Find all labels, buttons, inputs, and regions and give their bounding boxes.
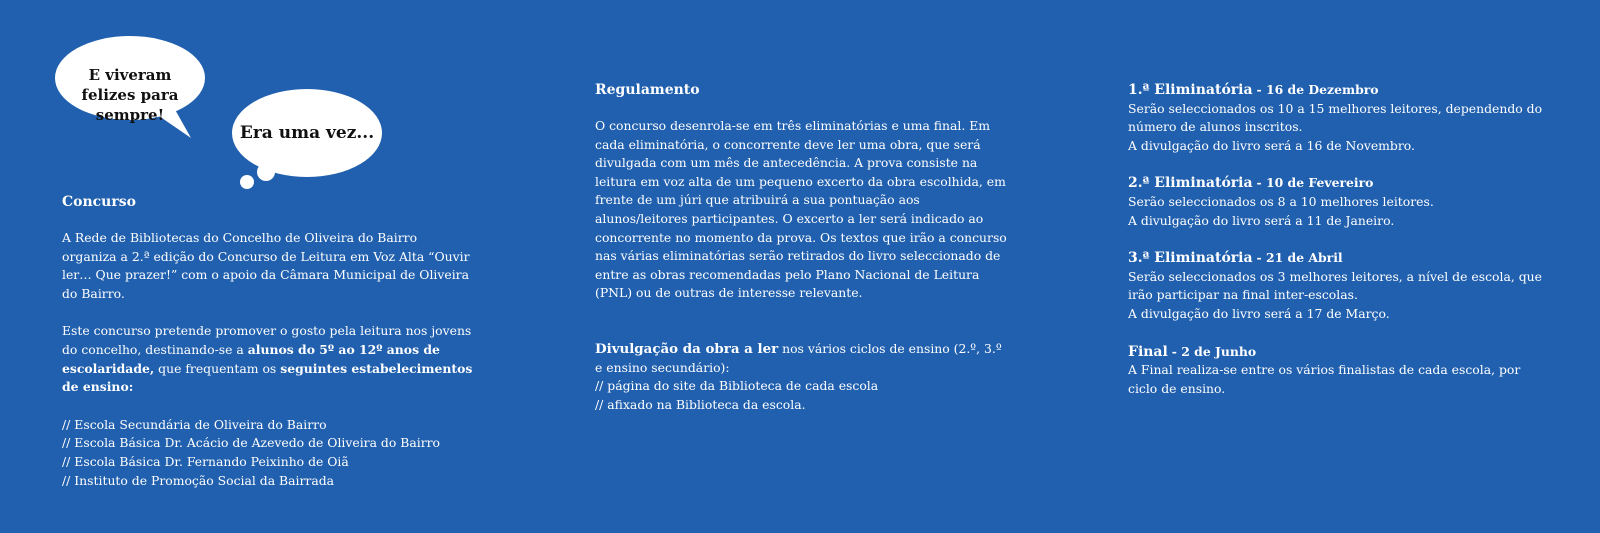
list-item: // afixado na Biblioteca da escola. bbox=[595, 396, 806, 412]
list-item: // Escola Básica Dr. Acácio de Azevedo de Oliveira do Bairro bbox=[62, 435, 441, 451]
list-item: // página do site da Biblioteca de cada escola bbox=[595, 378, 879, 394]
round-date: - 21 de Abril bbox=[1256, 250, 1343, 266]
concurso-intro: A Rede de Bibliotecas do Concelho de Oliveira do Bairro organiza a 2.ª edição do Concurso de Leitura em Voz Alta “Ouvir ler… Que prazer!” com o apoio da Câmara Municipal de Oliveira do Bairro. bbox=[62, 230, 470, 301]
regulamento-heading: Regulamento bbox=[595, 82, 700, 98]
round-date: - 10 de Fevereiro bbox=[1256, 175, 1374, 191]
round-2 bbox=[1128, 174, 1553, 230]
round-line: Serão seleccionados os 10 a 15 melhores leitores, dependendo do número de alunos inscritos. bbox=[1128, 100, 1543, 135]
list-item: // Instituto de Promoção Social da Bairrada bbox=[62, 472, 335, 488]
round-title: 1.ª Eliminatória bbox=[1128, 82, 1253, 98]
list-item: // Escola Básica Dr. Fernando Peixinho de Oiã bbox=[62, 453, 349, 469]
round-1 bbox=[1128, 81, 1553, 155]
round-3 bbox=[1128, 249, 1553, 323]
concurso-target-paragraph: Este concurso pretende promover o gosto pela leitura nos jovens do concelho, destinando-se a alunos do 5º ao 12º anos de escolaridade, que frequentam os seguintes estabelecimentos de ensino: bbox=[62, 323, 473, 395]
round-date: - 2 de Junho bbox=[1171, 343, 1257, 359]
round-final bbox=[1128, 343, 1553, 399]
round-title: 3.ª Eliminatória bbox=[1128, 250, 1253, 267]
column-regulamento bbox=[595, 81, 1007, 414]
column-concurso bbox=[62, 193, 474, 490]
round-line: Serão seleccionados os 8 a 10 melhores leitores. bbox=[1128, 193, 1434, 209]
column-eliminatorias bbox=[1128, 81, 1553, 398]
round-line: A divulgação do livro será a 16 de Novembro. bbox=[1128, 137, 1415, 153]
round-line: Serão seleccionados os 3 melhores leitores, a nível de escola, que irão participar na final inter-escolas. bbox=[1128, 268, 1542, 303]
round-line: A divulgação do livro será a 17 de Março. bbox=[1128, 305, 1390, 321]
regulamento-body: O concurso desenrola-se em três eliminatórias e uma final. Em cada eliminatória, o concorrente deve ler uma obra, que será divulgada com um mês de antecedência. A prova consiste na leitura em voz alta de um pequeno excerto da obra escolhida, em frente de um júri que atribuirá a sua pontuação aos alunos/leitores participantes. O excerto a ler será indicado ao concorrente no momento da prova. Os textos que irão a concurso nas várias eliminatórias serão retirados do livro seleccionado de entre as obras recomendadas pelo Plano Nacional de Leitura (PNL) ou de outras de interesse relevante. bbox=[595, 118, 1007, 301]
round-title: Final bbox=[1128, 343, 1168, 360]
list-item: // Escola Secundária de Oliveira do Bairro bbox=[62, 416, 327, 432]
round-date: - 16 de Dezembro bbox=[1256, 82, 1379, 97]
round-line: A divulgação do livro será a 11 de Janeiro. bbox=[1128, 212, 1395, 228]
concurso-heading: Concurso bbox=[62, 194, 136, 210]
round-line: A Final realiza-se entre os vários finalistas de cada escola, por ciclo de ensino. bbox=[1128, 362, 1521, 396]
speech-bubble-two-text: Era uma vez... bbox=[239, 123, 375, 143]
speech-bubble-one-text: E viveram felizes para sempre! bbox=[81, 66, 179, 124]
schools-list bbox=[62, 416, 474, 490]
divulgacao-paragraph: Divulgação da obra a ler nos vários ciclos de ensino (2.º, 3.º e ensino secundário): bbox=[595, 340, 1002, 375]
round-title: 2.ª Eliminatória bbox=[1128, 175, 1253, 192]
